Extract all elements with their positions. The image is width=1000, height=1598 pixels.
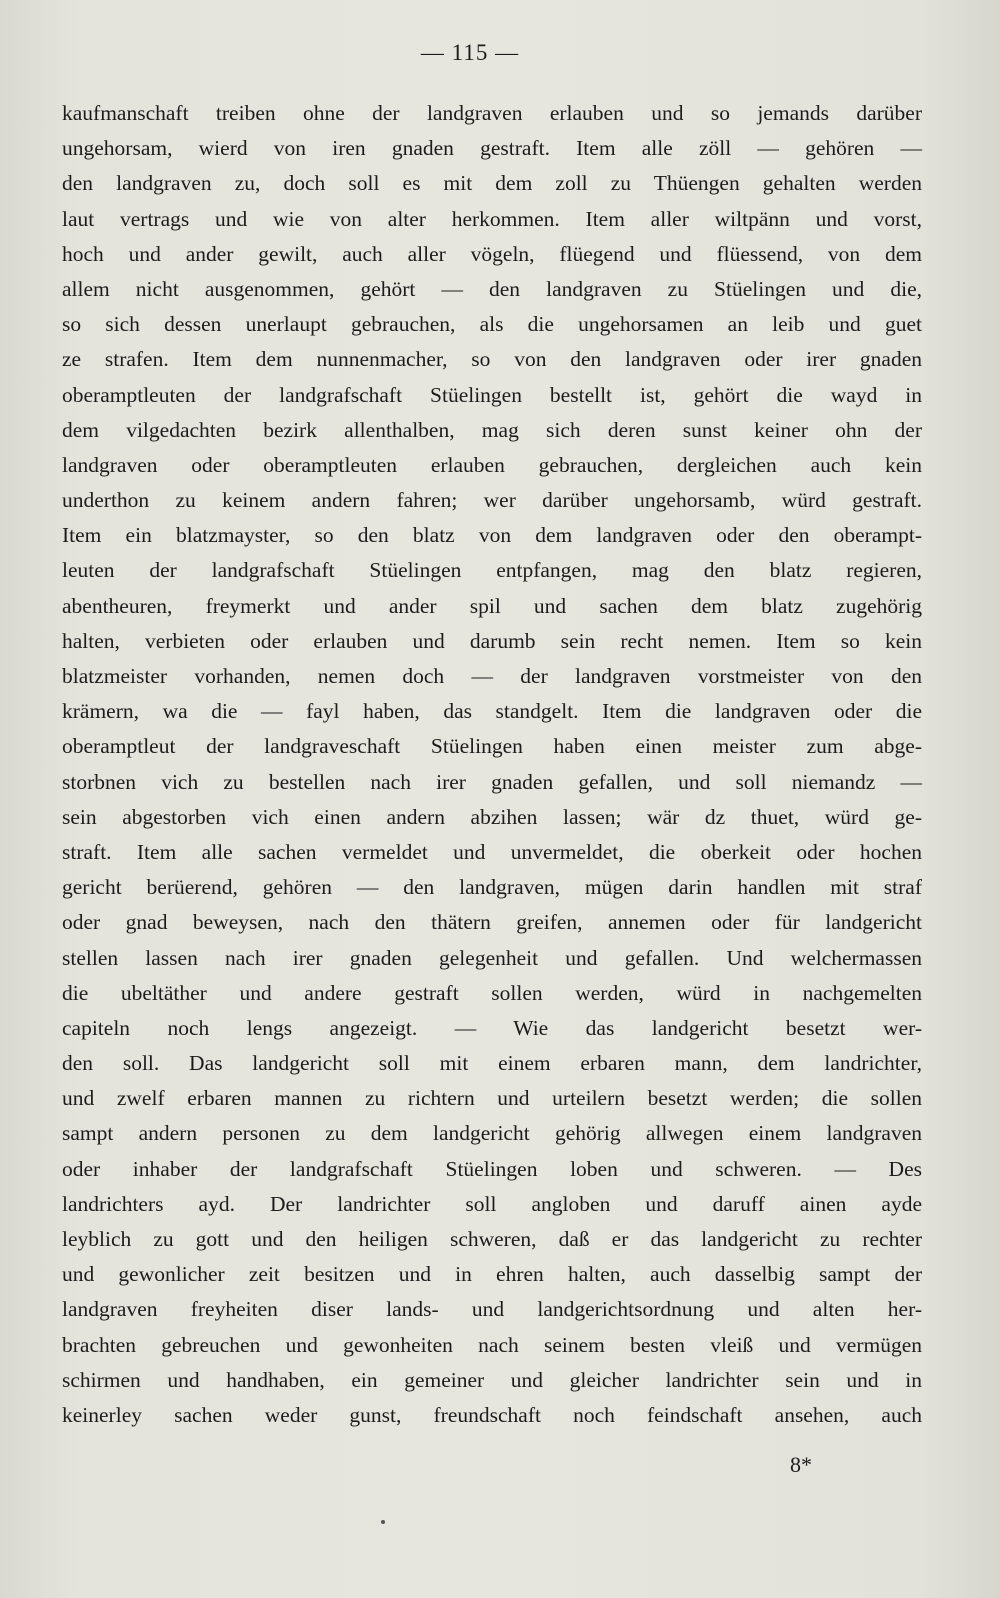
text-line: den soll. Das landgericht soll mit einem erbaren mann, dem landrichter, [62,1051,922,1076]
text-line: und zwelf erbaren mannen zu richtern und urteilern besetzt werden; die sollen [62,1086,922,1111]
text-line: landrichters ayd. Der landrichter soll angloben und daruff ainen ayde [62,1191,922,1216]
text-line: oberamptleuten der landgrafschaft Stüelingen bestellt ist, gehört die wayd in [62,382,922,407]
text-line: abentheuren, freymerkt und ander spil und sachen dem blatz zugehörig [62,593,922,618]
text-line: leyblich zu gott und den heiligen schweren, daß er das landgericht zu rechter [62,1227,922,1251]
text-line: so sich dessen unerlaupt gebrauchen, als die ungehorsamen an leib und guet [62,312,922,337]
text-line: sampt andern personen zu dem landgericht gehörig allwegen einem landgraven [62,1121,922,1146]
text-line: ungehorsam, wierd von iren gnaden gestraft. Item alle zöll — gehören — [62,136,922,161]
text-line: die ubeltäther und andere gestraft sollen werden, würd in nachgemelten [62,980,922,1005]
body-text [62,96,922,1433]
text-line: landgraven freyheiten diser lands- und landgerichtsordnung und alten her- [62,1297,922,1322]
text-line: stellen lassen nach irer gnaden gelegenheit und gefallen. Und welchermassen [62,945,922,970]
paper-speck [381,1520,385,1524]
text-line: keinerley sachen weder gunst, freundschaft noch feindschaft ansehen, auch [62,1402,922,1427]
text-line: allem nicht ausgenommen, gehört — den landgraven zu Stüelingen und die, [62,276,922,301]
text-line: oder gnad beweysen, nach den thätern greifen, annemen oder für landgericht [62,910,922,935]
text-line: gericht berüerend, gehören — den landgraven, mügen darin handlen mit straf [62,875,922,900]
text-line: leuten der landgrafschaft Stüelingen entpfangen, mag den blatz regieren, [62,558,922,583]
text-line: blatzmeister vorhanden, nemen doch — der landgraven vorstmeister von den [62,664,922,688]
text-line: den landgraven zu, doch soll es mit dem zoll zu Thüengen gehalten werden [62,171,922,196]
text-line: landgraven oder oberamptleuten erlauben gebrauchen, dergleichen auch kein [62,452,922,477]
text-line: hoch und ander gewilt, auch aller vögeln, flüegend und flüessend, von dem [62,241,922,266]
text-line: schirmen und handhaben, ein gemeiner und gleicher landrichter sein und in [62,1367,922,1392]
text-line: kaufmanschaft treiben ohne der landgraven erlauben und so jemands darüber [62,101,922,125]
text-line: brachten gebreuchen und gewonheiten nach seinem besten vleiß und vermügen [62,1332,922,1357]
text-line: storbnen vich zu bestellen nach irer gnaden gefallen, und soll niemandz — [62,769,922,794]
text-line: krämern, wa die — fayl haben, das standgelt. Item die landgraven oder die [62,699,922,724]
text-line: straft. Item alle sachen vermeldet und unvermeldet, die oberkeit oder hochen [62,839,922,864]
text-line: ze strafen. Item dem nunnenmacher, so von den landgraven oder irer gnaden [62,347,922,372]
text-line: underthon zu keinem andern fahren; wer darüber ungehorsamb, würd gestraft. [62,488,922,513]
text-line: oder inhaber der landgrafschaft Stüelingen loben und schweren. — Des [62,1156,922,1181]
text-line: dem vilgedachten bezirk allenthalben, mag sich deren sunst keiner ohn der [62,417,922,442]
text-line: und gewonlicher zeit besitzen und in ehren halten, auch dasselbig sampt der [62,1262,922,1287]
page-number-header: — 115 — [420,40,520,65]
text-line: oberamptleut der landgraveschaft Stüelingen haben einen meister zum abge- [62,734,922,759]
signature-mark: 8* [790,1452,812,1477]
text-line: laut vertrags und wie von alter herkommen. Item aller wiltpänn und vorst, [62,206,922,231]
text-line: capiteln noch lengs angezeigt. — Wie das landgericht besetzt wer- [62,1015,922,1040]
text-line: sein abgestorben vich einen andern abzihen lassen; wär dz thuet, würd ge- [62,804,922,829]
text-line: Item ein blatzmayster, so den blatz von dem landgraven oder den oberampt- [62,523,922,548]
text-line: halten, verbieten oder erlauben und darumb sein recht nemen. Item so kein [62,628,922,653]
